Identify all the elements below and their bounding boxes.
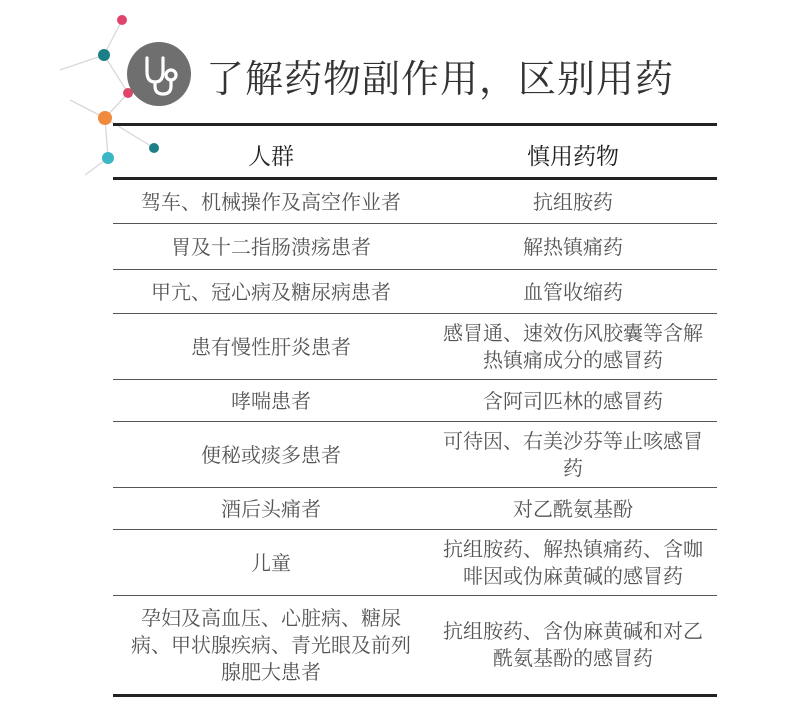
dot-orange	[98, 111, 112, 125]
group-cell: 患有慢性肝炎患者	[191, 334, 351, 359]
stethoscope-icon	[127, 42, 191, 106]
table-bottom-rule	[113, 694, 717, 697]
drug-cell: 抗组胺药、解热镇痛药、含咖啡因或伪麻黄碱的感冒药	[443, 537, 703, 588]
drug-cell: 感冒通、速效伤风胶囊等含解热镇痛成分的感冒药	[443, 321, 703, 372]
group-cell: 驾车、机械操作及高空作业者	[141, 189, 401, 214]
group-cell: 胃及十二指肠溃疡患者	[171, 234, 371, 259]
drug-cell: 可待因、右美沙芬等止咳感冒药	[443, 429, 703, 480]
group-cell: 甲亢、冠心病及糖尿病患者	[151, 279, 391, 304]
table-row	[113, 596, 717, 694]
drug-cell: 抗组胺药	[533, 189, 613, 214]
drug-cell: 解热镇痛药	[523, 234, 623, 259]
table-row	[113, 224, 717, 270]
drug-cell: 对乙酰氨基酚	[513, 496, 633, 521]
drug-cell: 血管收缩药	[523, 279, 623, 304]
table-row	[113, 314, 717, 380]
table-row	[113, 270, 717, 314]
header-drug: 慎用药物	[527, 144, 619, 170]
drug-cell: 含阿司匹林的感冒药	[483, 388, 663, 413]
group-cell: 哮喘患者	[231, 388, 311, 413]
group-cell: 儿童	[251, 550, 291, 575]
table-top-rule	[113, 123, 717, 126]
group-cell: 酒后头痛者	[221, 496, 321, 521]
group-cell: 孕妇及高血压、心脏病、糖尿病、甲状腺疾病、青光眼及前列腺肥大患者	[131, 605, 411, 684]
table-row	[113, 422, 717, 488]
table-row	[113, 180, 717, 224]
dot-teal-1	[98, 49, 110, 61]
group-cell: 便秘或痰多患者	[201, 442, 341, 467]
page-title: 了解药物副作用，区别用药	[206, 57, 675, 101]
table-row	[113, 530, 717, 596]
table-row	[113, 380, 717, 422]
header-group: 人群	[248, 144, 294, 170]
table-row	[113, 488, 717, 530]
drug-cell: 抗组胺药、含伪麻黄碱和对乙酰氨基酚的感冒药	[443, 619, 703, 670]
dot-pink-top	[117, 15, 127, 25]
